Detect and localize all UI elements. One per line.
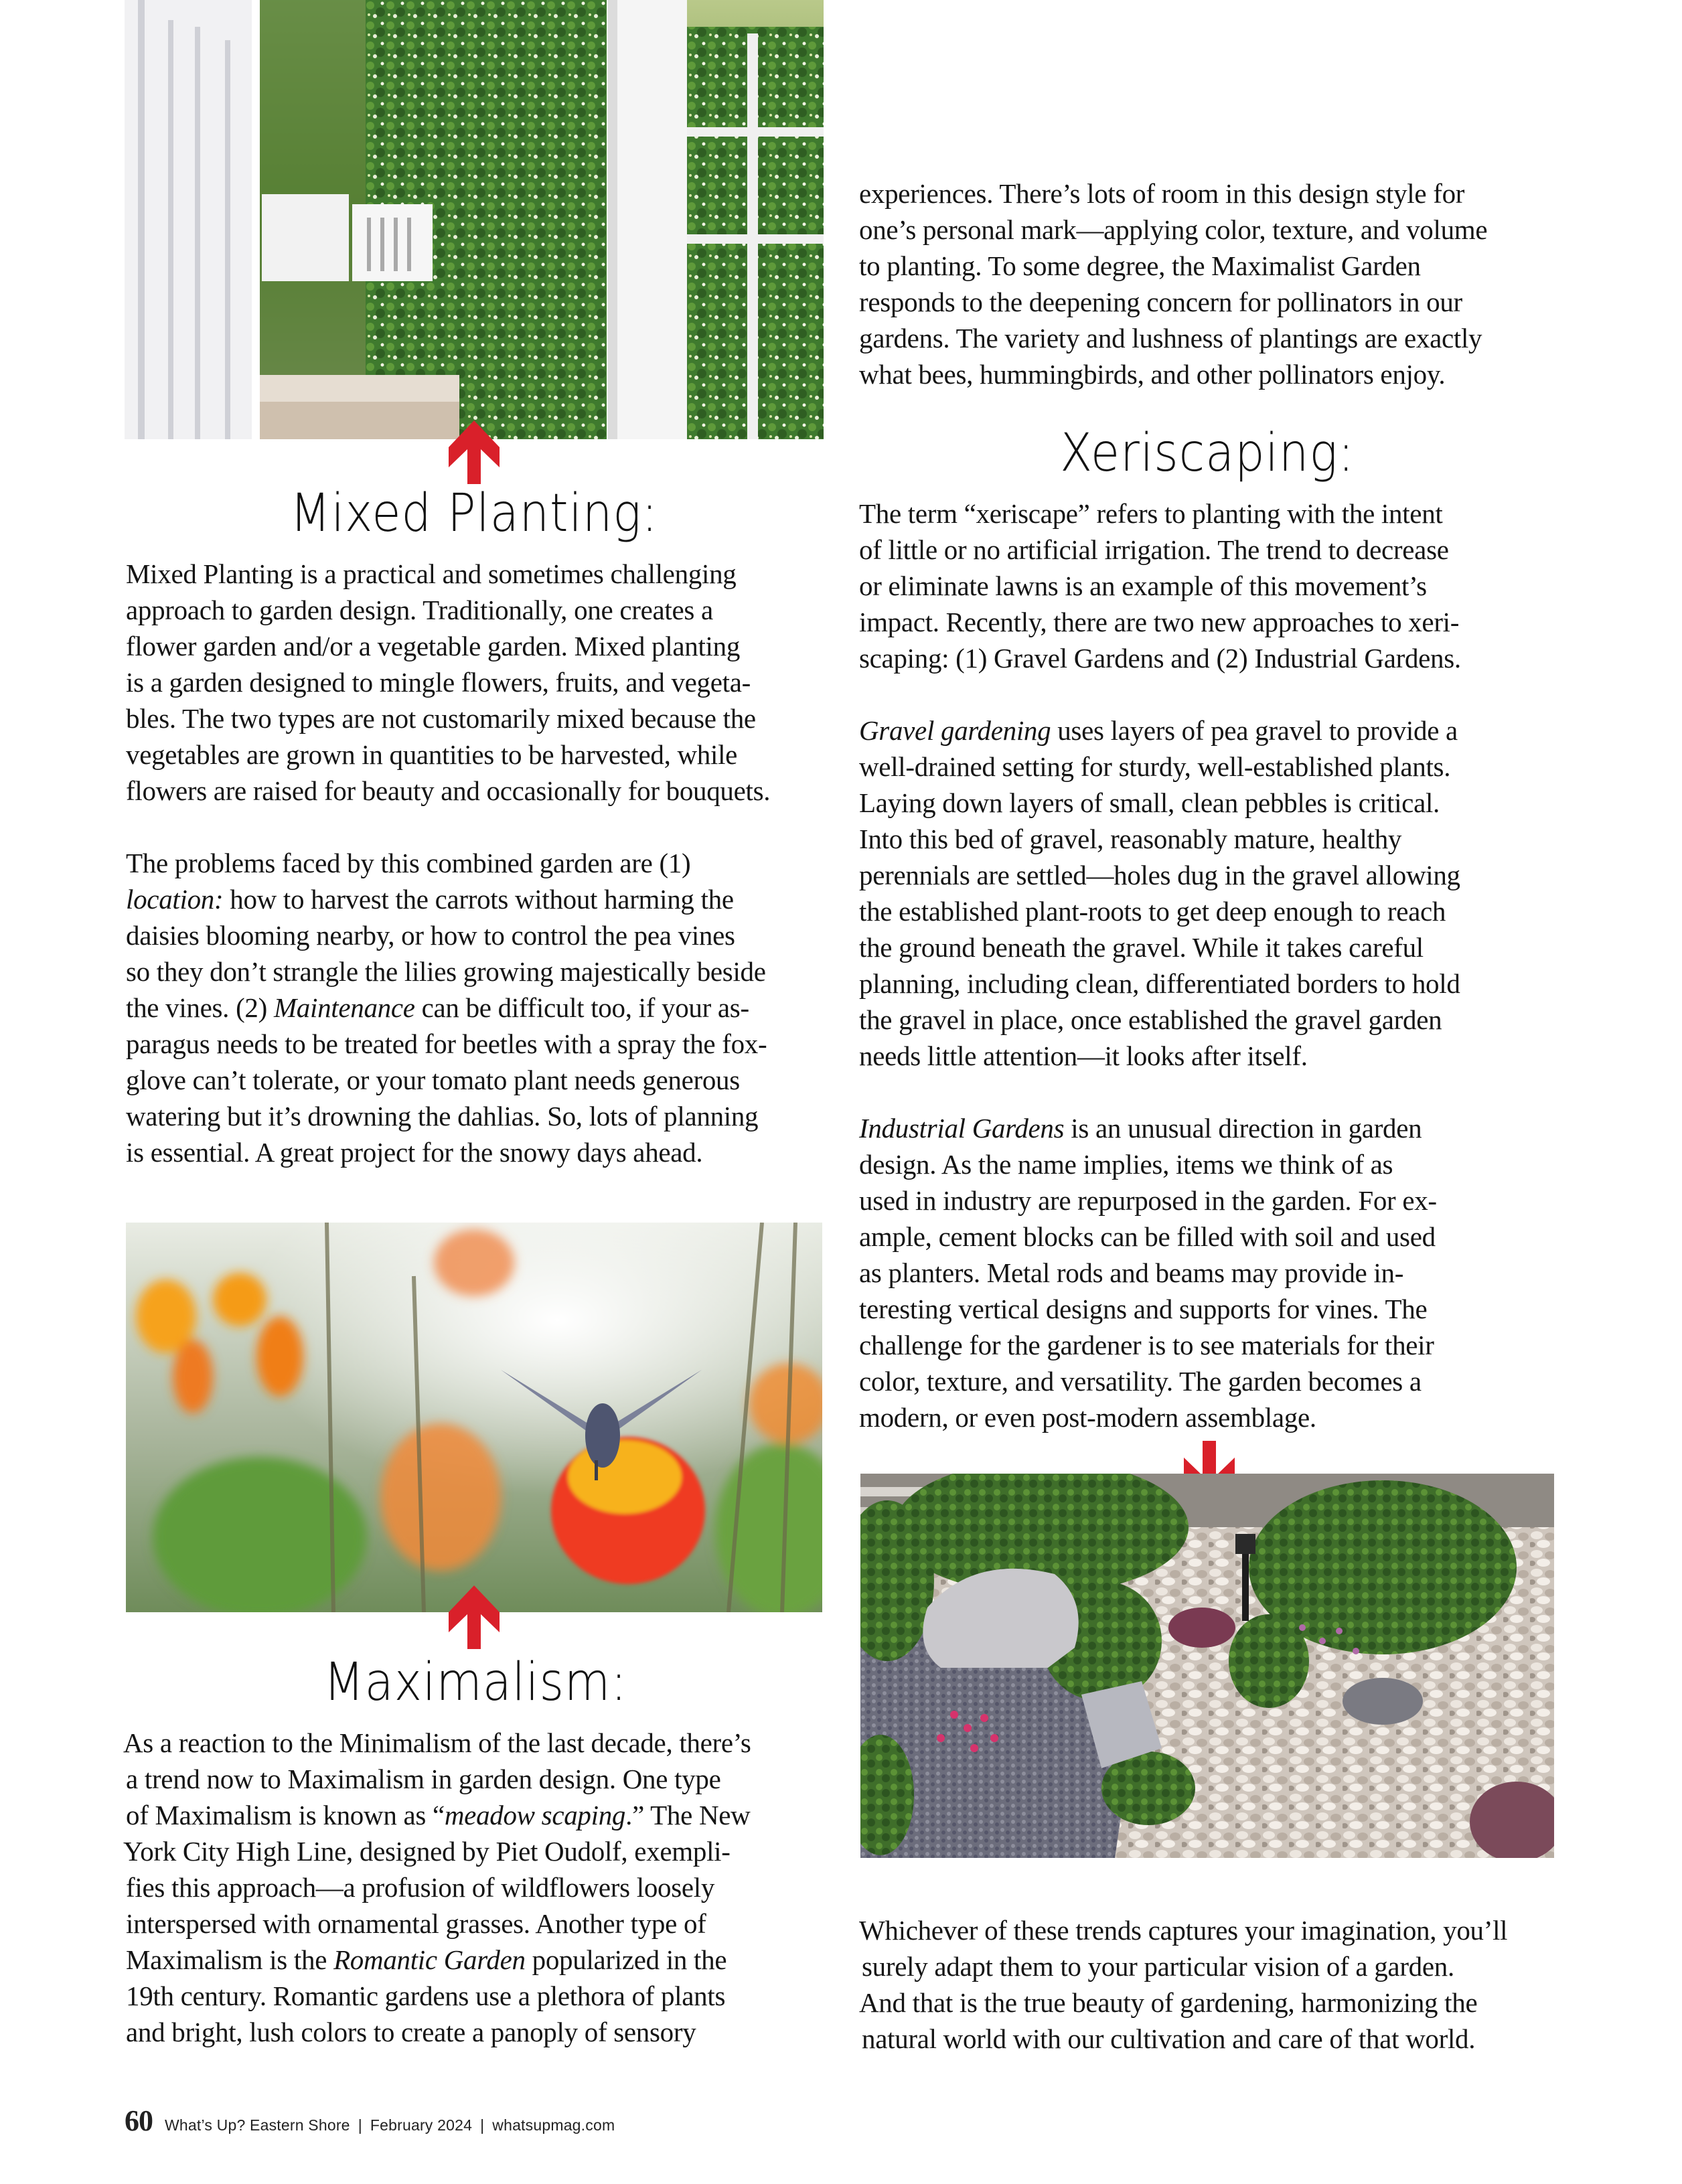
heading-mixed-planting: Mixed Planting:	[290, 483, 658, 544]
page-number: 60	[125, 2104, 153, 2137]
heading-maximalism: Maximalism:	[323, 1652, 627, 1713]
mixed-planting-para-1: Mixed Planting is a practical and sometimes challenging approach to garden design. Traditionally, one creates a flower garden and/or a vegetable garden. Mixed planting is a garden designed to mingle flowers, fruits, and vegeta- bles. The two types are not customarily mixed because the vegetables are grown in quantities to be harvested, while flowers are raised for beauty and occasionally for bouquets.	[126, 558, 771, 806]
arrow-up-icon	[449, 1585, 500, 1644]
heading-xeriscaping: Xeriscaping:	[1060, 423, 1355, 483]
separator: |	[480, 2116, 485, 2134]
mixed-planting-body	[126, 556, 829, 1170]
gravel-gardening-para: Gravel gardening uses layers of pea gravel to provide a well-drained setting for sturdy, well-established plants. Laying down layers of small, clean pebbles is critical. Into this bed of gravel, reasonably mature, healthy perennials are settled—holes dug in the gravel allowing the established plant-roots to get deep enough to reach the ground beneath the gravel. While it takes careful planning, including clean, differentiated borders to hold the gravel in place, once established the gravel garden needs little attention—it looks after itself.	[859, 715, 1460, 1071]
separator: |	[358, 2116, 362, 2134]
publication-name: What’s Up? Eastern Shore	[165, 2116, 350, 2134]
xeriscaping-intro: The term “xeriscape” refers to planting with the intent of little or no artificial irrigation. The trend to decrease or eliminate lawns is an example of this movement’s impact. Recently, there are two new approaches to xeri- scaping: (1) Gravel Gardens and (2) Industrial Gardens.	[859, 498, 1461, 674]
maximalism-body: As a reaction to the Minimalism of the last decade, there’s a trend now to Maximalism in garden design. One type of Maximalism is known as “meadow scaping.” The New York City High Line, designed by Piet Oudolf, exempli- fies this approach—a profusion of wildflowers loosely interspersed with ornamental grasses. Another type of Maximalism is the Romantic Garden popularized in the 19th century. Romantic gardens use a plethora of plants and bright, lush colors to create a panoply of sensory	[123, 1727, 751, 2047]
arrow-up-icon	[449, 420, 500, 479]
footer-meta	[165, 2116, 615, 2134]
page-footer	[125, 2104, 615, 2138]
closing-paragraph: Whichever of these trends captures your imagination, you’ll surely adapt them to your particular vision of a garden. And that is the true beauty of gardening, harmonizing the natural world with our cultivation and care of that world.	[859, 1915, 1508, 2054]
hummingbird-photo	[126, 1223, 822, 1612]
issue-date: February 2024	[370, 2116, 473, 2134]
mixed-planting-para-2: The problems faced by this combined garden are (1) location: how to harvest the carrots without harming the daisies blooming nearby, or how to control the pea vines so they don’t strangle the lilies growing majestically beside the vines. (2) Maintenance can be difficult too, if your as- paragus needs to be treated for beetles with a spray the fox- glove can’t tolerate, or your tomato plant needs generous watering but it’s drowning the dahlias. So, lots of planning is essential. A great project for the snowy days ahead.	[126, 848, 767, 1168]
gravel-garden-photo	[860, 1474, 1554, 1858]
xeriscaping-body	[859, 495, 1596, 1435]
photo-gravel-garden-icon	[860, 1474, 1554, 1858]
maximalism-continued: experiences. There’s lots of room in this design style for one’s personal mark—applying color, texture, and volume to planting. To some degree, the Maximalist Garden responds to the deepening concern for pollinators in our gardens. The variety and lushness of plantings are exactly what bees, hummingbirds, and other pollinators enjoy.	[859, 178, 1488, 390]
industrial-gardens-para: Industrial Gardens is an unusual direction in garden design. As the name implies, items we think of as used in industry are repurposed in the garden. For ex- ample, cement blocks can be filled with soil and used as planters. Metal rods and beams may provide in- teresting vertical designs and supports for vines. The challenge for the gardener is to see materials for their color, texture, and versatility. The garden becomes a modern, or even post-modern assemblage.	[859, 1113, 1437, 1433]
photo-arbor-icon	[125, 0, 824, 439]
arbor-photo	[125, 0, 824, 439]
website-link[interactable]: whatsupmag.com	[492, 2116, 615, 2134]
photo-hummingbird-icon	[126, 1223, 822, 1612]
